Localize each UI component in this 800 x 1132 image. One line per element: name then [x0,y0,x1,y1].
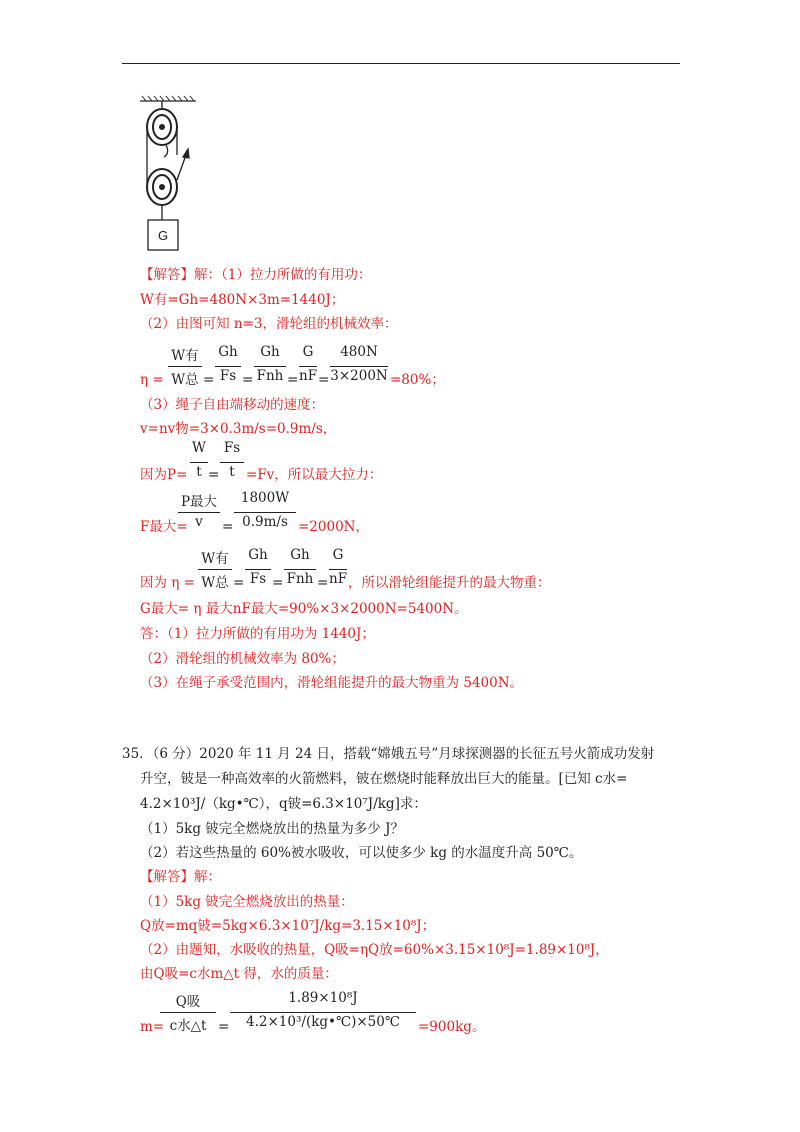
eta2-prefix: 因为 η = [140,575,195,591]
heat-released-line: Q放=mq铍=5kg×6.3×10⁷J/kg=3.15×10⁸J； [140,918,436,934]
part3-heading: （3）绳子自由端移动的速度： [140,397,325,413]
answer-2-part2: （2）由题知，水吸收的热量，Q吸=ηQ放=60%×3.15×10⁸J=1.89×10⁸J， [140,942,609,958]
efficiency-result: =80%； [390,372,445,388]
question-35-part1: （1）5kg 铍完全燃烧放出的热量为多少 J？ [140,821,404,837]
speed-line: v=nv物=3×0.3m/s=0.9m/s， [140,421,337,437]
mass-result: =900kg。 [418,1019,486,1035]
question-35-line3: 4.2×10³J/（kg•℃），q铍=6.3×10⁷J/kg]求： [140,796,427,812]
question-35-line2: 升空，铍是一种高效率的火箭燃料，铍在燃烧时能释放出巨大的能量。[已知 c水= [140,771,628,787]
pulley-diagram [136,95,206,255]
eta2-tail: ，所以滑轮组能提升的最大物重： [348,575,551,591]
conclusion-1: 答：（1）拉力所做的有用功为 1440J； [140,626,375,642]
power-prefix: 因为P= [140,467,188,483]
answer-2-part3: 由Q吸=c水m△t 得，水的质量： [140,966,338,982]
conclusion-2: （2）滑轮组的机械效率为 80%； [140,651,345,667]
mass-prefix: m= [140,1019,165,1035]
answer-2-part1: （1）5kg 铍完全燃烧放出的热量： [140,894,354,910]
power-tail: =Fv，所以最大拉力： [246,467,383,483]
force-result: =2000N， [298,519,369,535]
conclusion-3: （3）在绳子承受范围内，滑轮组能提升的最大物重为 5400N。 [140,675,524,691]
part2-heading: （2）由图可知 n=3，滑轮组的机械效率： [140,316,398,332]
useful-work-line: W有=Gh=480N×3m=1440J； [140,292,345,308]
question-35-line1: 35．（6 分）2020 年 11 月 24 日，搭载“嫦娥五号”月球探测器的长征五号火箭成功发射 [122,746,655,762]
force-prefix: F最大= [140,519,188,535]
max-weight-line: G最大= η 最大nF最大=90%×3×2000N=5400N。 [140,601,468,617]
question-35-part2: （2）若这些热量的 60%被水吸收，可以使多少 kg 的水温度升高 50℃。 [140,845,583,861]
answer-2-intro: 【解答】解： [140,869,221,885]
header-rule [122,63,680,64]
weight-label: G [157,228,169,243]
answer-1-intro: 【解答】解：（1）拉力所做的有用功： [140,267,372,283]
efficiency-prefix: η = [140,372,164,388]
